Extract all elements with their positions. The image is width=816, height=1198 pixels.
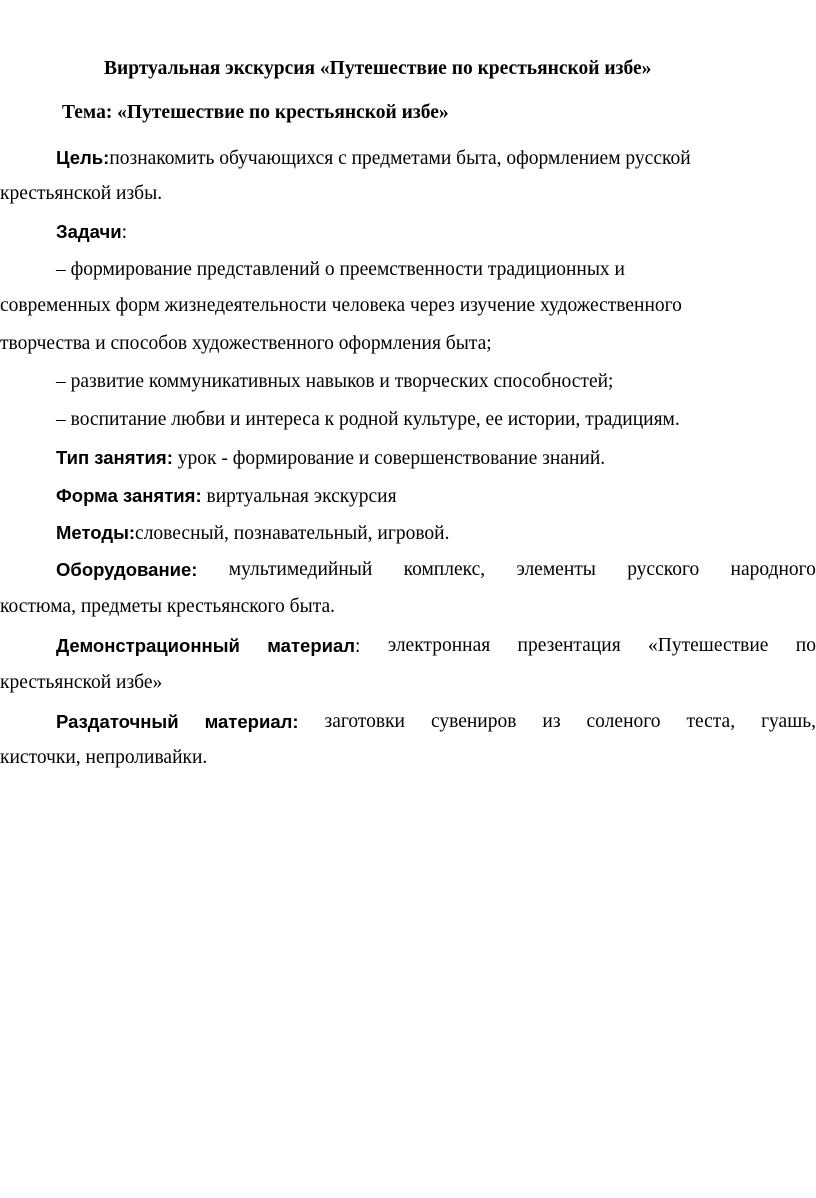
- lesson-type-line: [56, 446, 605, 471]
- handout-label-word: Раздаточный: [56, 711, 179, 732]
- tasks-colon: :: [121, 222, 127, 243]
- methods-label: Методы:: [56, 522, 136, 543]
- methods-line: [56, 521, 449, 546]
- demo-line-1: [56, 634, 816, 659]
- handout-word: гуашь,: [761, 711, 816, 732]
- document-title: Виртуальная экскурсия «Путешествие по крестьянской избе»: [104, 58, 652, 79]
- handout-word: соленого: [586, 711, 661, 732]
- lesson-type-value: урок - формирование и совершенствование знаний.: [172, 448, 606, 469]
- handout-line-2: кисточки, непроливайки.: [0, 747, 208, 768]
- demo-label-tail: [267, 634, 360, 659]
- demo-word: «Путешествие: [648, 635, 769, 656]
- equipment-line-1: [56, 558, 816, 582]
- demo-word: электронная: [387, 635, 491, 656]
- demo-word: презентация: [517, 635, 621, 656]
- lesson-form-line: [56, 484, 397, 509]
- task-1-line-3: творчества и способов художественного оформления быта;: [0, 333, 492, 354]
- methods-value: словесный, познавательный, игровой.: [135, 523, 450, 544]
- demo-word: по: [795, 635, 816, 656]
- handout-line-1: [56, 710, 816, 734]
- handout-word: из: [542, 711, 561, 732]
- task-1-line-2: современных форм жизнедеятельности человека через изучение художественного: [0, 295, 682, 316]
- equipment-word: народного: [730, 559, 816, 580]
- tasks-heading: [56, 220, 127, 245]
- handout-word: теста,: [686, 711, 736, 732]
- lesson-form-value: виртуальная экскурсия: [201, 486, 397, 507]
- handout-label-word: материал:: [204, 711, 299, 732]
- demo-label-word: Демонстрационный: [56, 635, 240, 656]
- goal-line-1: [56, 146, 691, 171]
- tasks-label: Задачи: [56, 221, 122, 242]
- demo-colon: :: [355, 636, 361, 657]
- goal-text: познакомить обучающихся с предметами быта, оформлением русской: [109, 148, 691, 169]
- task-3: – воспитание любви и интереса к родной культуре, ее истории, традициям.: [56, 409, 680, 430]
- equipment-word: комплекс,: [403, 559, 486, 580]
- goal-label: Цель:: [56, 147, 110, 168]
- task-1-line-1: – формирование представлений о преемственности традиционных и: [56, 259, 625, 280]
- goal-line-2: крестьянской избы.: [0, 183, 163, 204]
- demo-line-2: крестьянской избе»: [0, 672, 163, 693]
- equipment-label: Оборудование:: [56, 559, 198, 580]
- lesson-form-label: Форма занятия:: [56, 485, 202, 506]
- equipment-word: русского: [627, 559, 700, 580]
- equipment-word: элементы: [516, 559, 596, 580]
- handout-word: сувениров: [430, 711, 517, 732]
- handout-word: заготовки: [324, 711, 405, 732]
- topic-heading: Тема: «Путешествие по крестьянской избе»: [62, 102, 449, 123]
- equipment-line-2: костюма, предметы крестьянского быта.: [0, 596, 335, 617]
- task-2: – развитие коммуникативных навыков и творческих способностей;: [56, 371, 614, 392]
- equipment-word: мультимедийный: [228, 559, 373, 580]
- lesson-type-label: Тип занятия:: [56, 447, 173, 468]
- demo-label-word: материал: [267, 635, 356, 656]
